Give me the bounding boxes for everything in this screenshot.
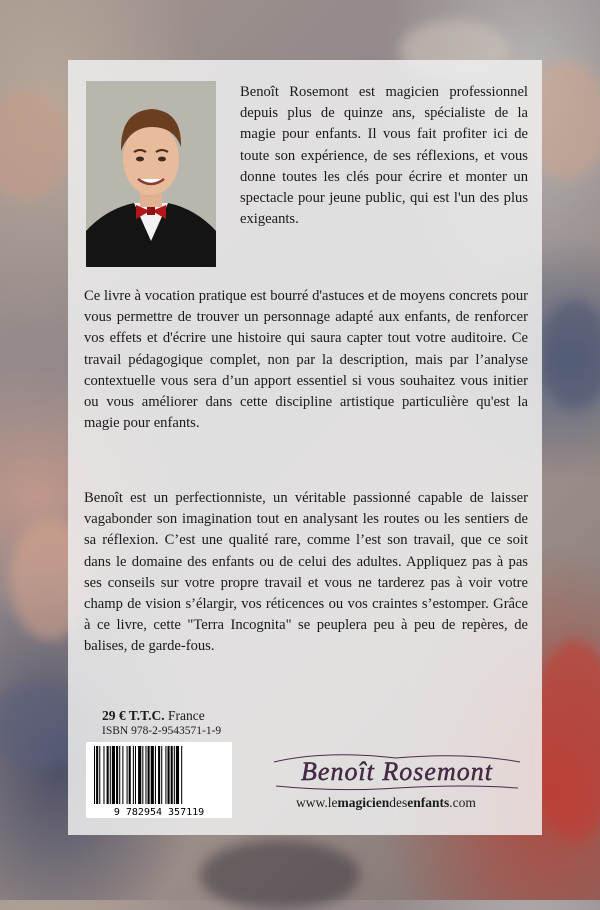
barcode-bar	[112, 746, 115, 804]
barcode-bar	[181, 746, 182, 804]
price-region: France	[168, 708, 205, 723]
barcode-bar	[142, 746, 143, 804]
barcode-bar	[165, 746, 166, 804]
website-bold-2: enfants	[407, 795, 450, 810]
price-line	[102, 708, 205, 724]
barcode-bar	[107, 746, 109, 804]
barcode-bar	[155, 746, 156, 804]
isbn: ISBN 978-2-9543571-1-9	[102, 725, 222, 737]
barcode-bar	[94, 746, 95, 804]
brand-logo	[266, 744, 528, 794]
website-middle: des	[389, 795, 408, 810]
description-paragraph-1: Ce livre à vocation pratique est bourré d'astuces et de moyens concrets pour vous permettre de trouver un personnage adapté aux enfants, de renforcer vos effets et d'écrire une histoire qui saura capter tout votre auditoire. Ce travail pédagogique complet, non par la description, mais par l’analyse contextuelle vous sera d’un apport essentiel si vous souhaitez vous initier ou vous améliorer dans cette discipline artistique particulière qu'est la magie pour enfants.	[84, 288, 528, 432]
barcode-bar	[110, 746, 111, 804]
website-prefix: www.le	[296, 795, 338, 810]
barcode-bar	[151, 746, 154, 804]
author-portrait	[86, 81, 216, 267]
barcode-bar	[129, 746, 131, 804]
price: 29 € T.T.C.	[102, 708, 165, 723]
barcode-bar	[133, 746, 134, 804]
barcode-bar	[138, 746, 141, 804]
barcode-digits: 9 782954 357119	[113, 807, 205, 818]
website-bold-1: magicien	[337, 795, 390, 810]
barcode-bar	[96, 746, 98, 804]
website-suffix: .com	[449, 795, 476, 810]
barcode-bar	[135, 746, 136, 804]
barcode-bar	[158, 746, 160, 804]
author-bio: Benoît Rosemont est magicien professionnel depuis plus de quinze ans, spécialiste de la magie pour enfants. Il vous fait profiter ici de toute son expérience, de ses réflexions, et vous donne toutes les clés pour écrire et monter un spectacle pour jeune public, qui est l'un des plus exigeants.	[240, 84, 528, 228]
barcode-bar	[176, 746, 179, 804]
barcode-bar	[174, 746, 175, 804]
barcode-bar	[171, 746, 173, 804]
barcode-bar	[99, 746, 100, 804]
barcode-bar	[168, 746, 170, 804]
barcode-bar	[119, 746, 120, 804]
barcode-bar	[127, 746, 128, 804]
barcode-bar	[116, 746, 118, 804]
barcode-bar	[145, 746, 146, 804]
barcode-bar	[161, 746, 162, 804]
website-url[interactable]	[296, 795, 476, 811]
description-paragraph-2: Benoît est un perfectionniste, un véritable passionné capable de laisser vagabonder son imagination tout en analysant les routes ou les sentiers de sa réflexion. C’est une qualité rare, comme l’est son travail, que ce soit dans le domaine des enfants ou de celui des adultes. Appliquez pas à pas ses conseils sur votre propre travail et vous ne tarderez pas à voir votre champ de vision s’élargir, vos réticences ou vos craintes s’estomper. Grâce à ce livre, cette "Terra Incognita" se peuplera peu à peu de repères, de balises, de garde-fous.	[84, 490, 528, 655]
brand-name: Benoît Rosemont	[301, 757, 493, 786]
barcode-bar	[103, 746, 104, 804]
barcode-bar	[148, 746, 150, 804]
barcode-bar	[122, 746, 123, 804]
barcode	[86, 742, 232, 818]
